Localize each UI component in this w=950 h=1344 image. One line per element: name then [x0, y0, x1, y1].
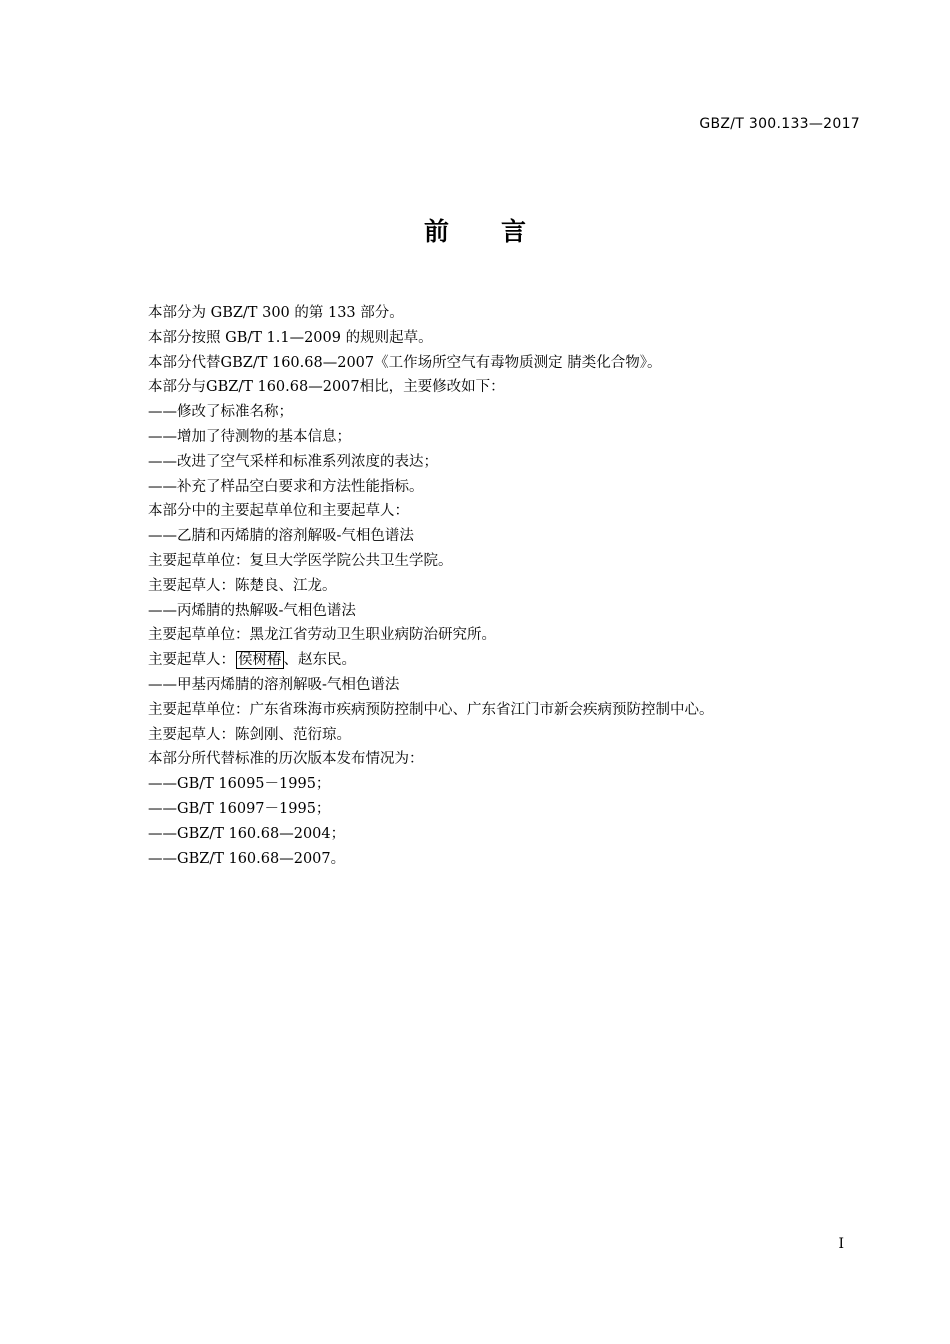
standard-code: GBZ/T 300.133—2017 [699, 116, 860, 132]
text-line: 主要起草单位：黑龙江省劳动卫生职业病防治研究所。 [148, 627, 496, 644]
text-line: 本部分与GBZ/T 160.68—2007相比，主要修改如下： [148, 379, 505, 396]
page-title: 前言 [423, 217, 578, 246]
text-line: ——甲基丙烯腈的溶剂解吸-气相色谱法 [148, 676, 400, 693]
text-line: 本部分按照 GB/T 1.1—2009 的规则起草。 [148, 329, 433, 346]
highlight-suffix: 、赵东民。 [283, 652, 356, 669]
text-line: 主要起草单位：复旦大学医学院公共卫生学院。 [148, 552, 453, 569]
foreword-body [148, 301, 848, 871]
text-line: ——GBZ/T 160.68—2007。 [148, 850, 346, 867]
highlight-prefix: 主要起草人： [148, 652, 235, 669]
text-line: 主要起草单位：广东省珠海市疾病预防控制中心、广东省江门市新会疾病预防控制中心。 [148, 701, 714, 718]
text-line: ——补充了样品空白要求和方法性能指标。 [148, 478, 424, 495]
page-number: I [838, 1236, 844, 1252]
text-line: 本部分代替GBZ/T 160.68—2007《工作场所空气有毒物质测定 腈类化合物》。 [148, 354, 662, 371]
text-line: ——丙烯腈的热解吸-气相色谱法 [148, 602, 356, 619]
highlighted-name-box[interactable]: 侯树椿 [238, 652, 282, 669]
text-line: 本部分为 GBZ/T 300 的第 133 部分。 [148, 305, 404, 321]
highlighted-line [148, 648, 848, 673]
text-line: ——GB/T 16097－1995； [148, 800, 331, 817]
text-line: ——GB/T 16095－1995； [148, 776, 331, 793]
text-line: 主要起草人：陈楚良、江龙。 [148, 577, 337, 594]
text-line: ——改进了空气采样和标准系列浓度的表达； [148, 453, 438, 470]
text-line: ——修改了标准名称； [148, 404, 293, 421]
text-line: ——乙腈和丙烯腈的溶剂解吸-气相色谱法 [148, 528, 414, 545]
text-line: 本部分所代替标准的历次版本发布情况为： [148, 751, 424, 768]
text-line: 本部分中的主要起草单位和主要起草人： [148, 503, 409, 520]
text-line: ——增加了待测物的基本信息； [148, 428, 351, 445]
text-line: 主要起草人：陈剑刚、范衍琼。 [148, 726, 351, 743]
text-line: ——GBZ/T 160.68—2004； [148, 825, 346, 842]
